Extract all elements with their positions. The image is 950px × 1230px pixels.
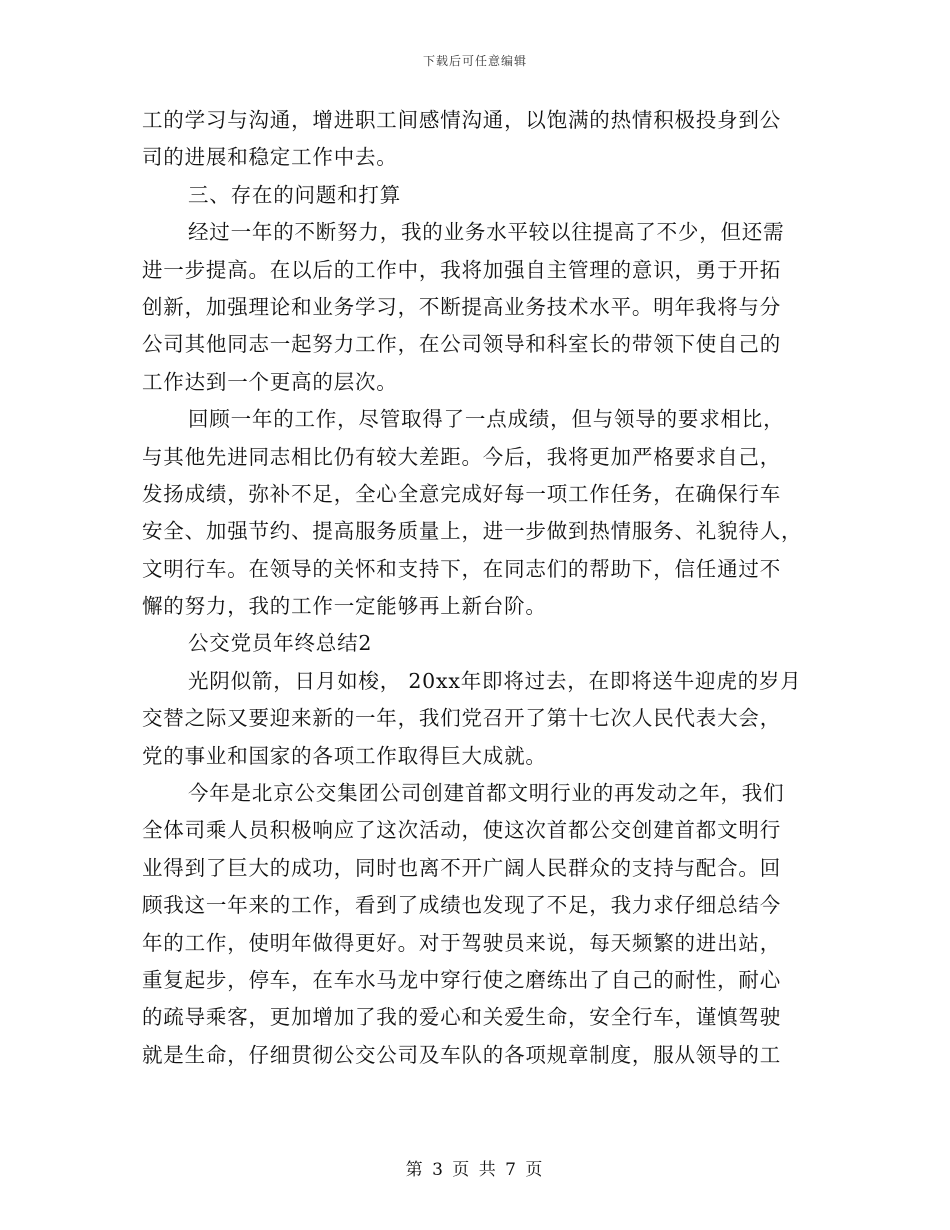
- footer-total-pages: 7: [505, 1160, 518, 1180]
- text-line: 党的事业和国家的各项工作取得巨大成就。: [142, 743, 547, 768]
- footer-current-page: 3: [432, 1160, 445, 1180]
- text-line: 公交党员年终总结2: [188, 631, 373, 656]
- text-line: 就是生命，仔细贯彻公交公司及车队的各项规章制度，服从领导的工: [142, 1042, 781, 1067]
- document-body: [142, 102, 812, 1074]
- text-line: 重复起步，停车，在车水马龙中穿行使之磨练出了自己的耐性，耐心: [142, 967, 781, 992]
- text-line: 光阴似箭，日月如梭， 20xx年即将过去，在即将送牛迎虎的岁月: [188, 668, 802, 693]
- text-line: 创新，加强理论和业务学习，不断提高业务技术水平。明年我将与分: [142, 294, 781, 319]
- footer-prefix: 第: [405, 1160, 425, 1180]
- text-line: 全体司乘人员积极响应了这次活动，使这次首都公交创建首都文明行: [142, 818, 781, 843]
- text-line: 司的进展和稳定工作中去。: [142, 145, 398, 170]
- text-line: 安全、加强节约、提高服务质量上，进一步做到热情服务、礼貌待人，: [142, 519, 803, 544]
- text-line: 回顾一年的工作，尽管取得了一点成绩，但与领导的要求相比，: [188, 407, 785, 432]
- footer-suffix: 页: [525, 1160, 545, 1180]
- text-line: 经过一年的不断努力，我的业务水平较以往提高了不少，但还需: [188, 220, 785, 245]
- text-line: 与其他先进同志相比仍有较大差距。今后，我将更加严格要求自己，: [142, 444, 781, 469]
- text-line: 顾我这一年来的工作，看到了成绩也发现了不足，我力求仔细总结今: [142, 893, 781, 918]
- text-line: 工的学习与沟通，增进职工间感情沟通，以饱满的热情积极投身到公: [142, 108, 781, 132]
- text-line: 的疏导乘客，更加增加了我的爱心和关爱生命，安全行车，谨慎驾驶: [142, 1005, 781, 1030]
- text-line: 文明行车。在领导的关怀和支持下，在同志们的帮助下，信任通过不: [142, 556, 781, 581]
- text-line: 公司其他同志一起努力工作，在公司领导和科室长的带领下使自己的: [142, 332, 781, 357]
- footer-middle: 页 共: [452, 1160, 498, 1180]
- text-line: 工作达到一个更高的层次。: [142, 369, 398, 394]
- text-line: 交替之际又要迎来新的一年，我们党召开了第十七次人民代表大会，: [142, 706, 781, 731]
- text-line: 懈的努力，我的工作一定能够再上新台阶。: [142, 594, 547, 619]
- text-line: 今年是北京公交集团公司创建首都文明行业的再发动之年，我们: [188, 781, 785, 806]
- text-line: 业得到了巨大的成功，同时也离不开广阔人民群众的支持与配合。回: [142, 855, 781, 880]
- page-footer: [0, 1155, 950, 1180]
- page-header: 下载后可任意编辑: [422, 54, 527, 68]
- text-line: 年的工作，使明年做得更好。对于驾驶员来说，每天频繁的进出站，: [142, 930, 781, 955]
- text-line: 三、存在的问题和打算: [188, 182, 401, 207]
- text-line: 进一步提高。在以后的工作中，我将加强自主管理的意识，勇于开拓: [142, 257, 781, 282]
- text-line: 发扬成绩，弥补不足，全心全意完成好每一项工作任务，在确保行车: [142, 481, 781, 506]
